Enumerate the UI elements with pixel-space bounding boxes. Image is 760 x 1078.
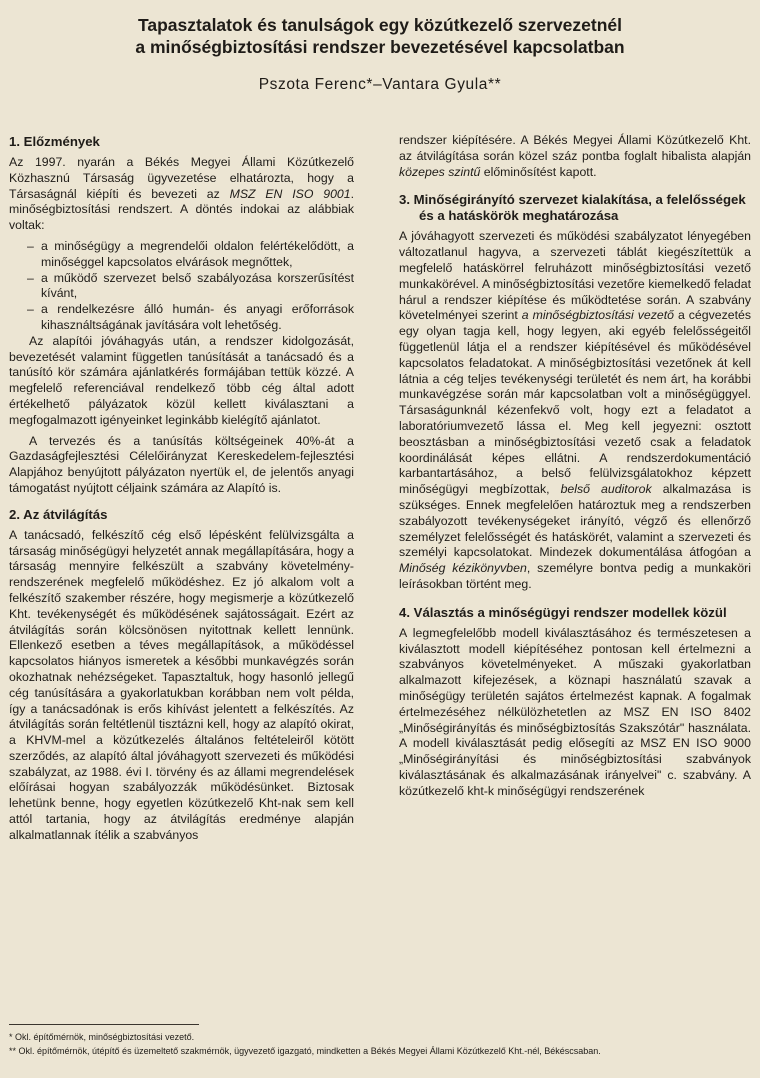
- quality-manager-emphasis: a minőségbiztosítási vezető: [521, 308, 674, 323]
- reasons-list: [9, 239, 354, 334]
- footnotes: [9, 1030, 750, 1058]
- section-3-paragraph-1: A jóváhagyott szervezeti és működési szabályzatot lényegében változatlanul hagyva, a szervezeti táblát kiegészítettük a megfelelő hatáskörrel felruházott minőségbiztosítási vezető munkakörével. A minőségbiztosítási vezetőre kiemelkedő feladat hárul a rendszer kiépítése és működtetése során. A szabvány követelményei szerint a minőségbiztosítási vezető a cégvezetés egy olyan tagja kell, hogy legyen, aki egyéb felelősségeitől függetlenül látja el a rendszer kiépítésével és működésével kapcsolatos feladatokat. A minőségbiztosítási vezetőnek át kell látnia a cég teljes tevékenységi területét és nem árt, ha korábbi munkavégzése során már kapcsolatban volt a minőségüggyel. Társaságunknál kézenfekvő volt, hogy ezt a feladatot a laboratóriumvezető lássa el. Meg kell jegyezni: osztott beosztásban a minőségbiztosítási vezető csak a feladatok koordinálását képes ellátni. A rendszerdokumentáció karbantartásához, a belső felülvizsgálatokhoz képzett minőségügyi megbízottak, belső auditorok alkalmazása is szükséges. Ennek megfelelően határoztuk meg a rendszerben szabályozott tevékenységeket irányító, végző és ellenőrző személyzet felelősségét és hatáskörét, valamint a szervezeti és személyi kapcsolatokat. Mindezek dokumentálása átfogóan a Minőség kézikönyvben, személyre bontva pedig a munkaköri leírásokban történt meg.: [399, 229, 752, 591]
- title-line-2: a minőségbiztosítási rendszer bevezetésével kapcsolatban: [135, 37, 625, 57]
- section-4-paragraph-1: A legmegfelelőbb modell kiválasztásához és természetesen a kiválasztott modell kiépítéséhez pontosan kell értelmezni a szabványos követelményeket. A műszaki gyakorlatban alkalmazott kifejezések, a köznapi használatú szavak a minőségügy területén sajátos értelmezést kapnak. A fogalmak értelmezéséhez nélkülözhetetlen az MSZ EN ISO 8402 „Minőségirányítás és minőségbiztosítás Szakszótár" használata. A modell kiválasztását pedig elősegíti az MSZ EN ISO 9000 „Minőségirányítási és minőségbiztosítási szabványok kiválasztásának és alkalmazásának irányelvei" c. szabvány. A közútkezelő kht-k minőségügyi rendszerének: [399, 625, 751, 798]
- left-column: [9, 128, 354, 849]
- right-column: [399, 133, 751, 804]
- section-1-paragraph-3: A tervezés és a tanúsítás költségeinek 40%-át a Gazdaságfejlesztési Célelőirányzat Kereskedelem-fejlesztési Alapjához benyújtott pályázaton nyertük el, de jelentős anyagi támogatást nyújtott céljaink számára az Alapító is.: [9, 433, 354, 495]
- article-title: [30, 14, 730, 58]
- footnote-1: * Okl. építőmérnök, minőségbiztosítási vezető.: [9, 1032, 195, 1042]
- section-4-heading: 4. Választás a minőségügyi rendszer modellek közül: [399, 604, 727, 620]
- section-2-heading: 2. Az átvilágítás: [9, 506, 108, 522]
- list-item: – a rendelkezésre álló humán- és anyagi erőforrások kihasználtságának javítására volt lehetőség.: [9, 302, 354, 334]
- section-1-paragraph-2: Az alapítói jóváhagyás után, a rendszer kidolgozását, bevezetését valamint független tanúsítását a tanácsadó és a tanúsító kör számára ajánlatkérés formájában tettük közzé. A megfelelő referenciával rendelkező több cég által adott értékelhető pályázatok közül kellett kiválasztani a megfogalmazott igényeinket leginkább kielégítő ajánlatot.: [9, 333, 354, 427]
- authors: Pszota Ferenc*–Vantara Gyula**: [258, 76, 502, 93]
- quality-manual-emphasis: Minőség kézikönyvben: [399, 561, 527, 576]
- section-1-heading: 1. Előzmények: [9, 134, 100, 149]
- title-line-1: Tapasztalatok és tanulságok egy közútkezelő szervezetnél: [137, 15, 623, 35]
- rating-emphasis: közepes szintű: [399, 164, 481, 179]
- section-2-paragraph-1-continued: rendszer kiépítésére. A Békés Megyei Állami Közútkezelő Kht. az átvilágítása során közel száz pontba foglalt hibalista alapján közepes szintű előminősítést kapott.: [399, 133, 751, 179]
- section-3-heading: 3. Minőségirányító szervezet kialakítása, a felelősségek és a hatáskörök meghatározása: [399, 192, 746, 224]
- footnote-2: ** Okl. építőmérnök, útépítő és üzemeltető szakmérnök, ügyvezető igazgató, mindketten a Békés Megyei Állami Közútkezelő Kht.-nél, Békéscsaban.: [9, 1046, 601, 1056]
- standard-reference: MSZ EN ISO 9001: [229, 186, 351, 201]
- section-2-paragraph-1: A tanácsadó, felkészítő cég első lépésként felülvizsgálta a társaság minőségügyi helyzetét annak megállapítására, hogy a társaság mennyire felkészült a szabvány követelmény-rendszerének megfelelő működéshez. Ez jó alkalom volt a felkészítő szakember részére, hogy megismerje a közútkezelő Kht. tevékenységét és működésének sajátosságait. Ezért az átvilágítás során kölcsönösen nyitottnak kellett lennünk. Ellenkező esetben a téves megállapítások, a működéssel kapcsolatos hiányos ismeretek a későbbi munkavégzés során okozhatnak nehézségeket. Tapasztaltuk, hogy hasonló jellegű cég tanúsítására a gyakorlatukban korábban nem volt példa, így a tanácsadónak is erős kihívást jelentett a felkészítés. Az átvilágítás során feltétlenül tisztázni kell, hogy az alapító okirat, a KHVM-mel a közútkezelés általános feltételeiről kötött szerződés, az alapító által jóváhagyott szervezeti és működési szabályzat, az 1988. évi I. törvény és az állami megrendelések előírásai hogyan szabályozzák működésünket. Biztosak lehetünk benne, hogy egyetlen közútkezelő Kht-nak sem kell attól tartania, hogy az átvilágítás eredménye alapján alkalmatlannak ítélik a szabványos: [9, 527, 354, 842]
- internal-auditors-emphasis: belső auditorok: [560, 482, 652, 497]
- section-1-paragraph-1: Az 1997. nyarán a Békés Megyei Állami Közútkezelő Közhasznú Társaság ügyvezetése elhatározta, hogy a Társaságnál kiépíti és bevezeti az MSZ EN ISO 9001. minőségbiztosítási rendszert. A döntés indokai az alábbiak voltak:: [9, 155, 355, 233]
- list-item: – a minőségügy a megrendelői oldalon felértékelődött, a minőséggel kapcsolatos elvárások megnőttek,: [9, 239, 354, 271]
- footnote-divider: [9, 1024, 199, 1025]
- list-item: – a működő szervezet belső szabályozása korszerűsítést kívánt,: [9, 271, 354, 303]
